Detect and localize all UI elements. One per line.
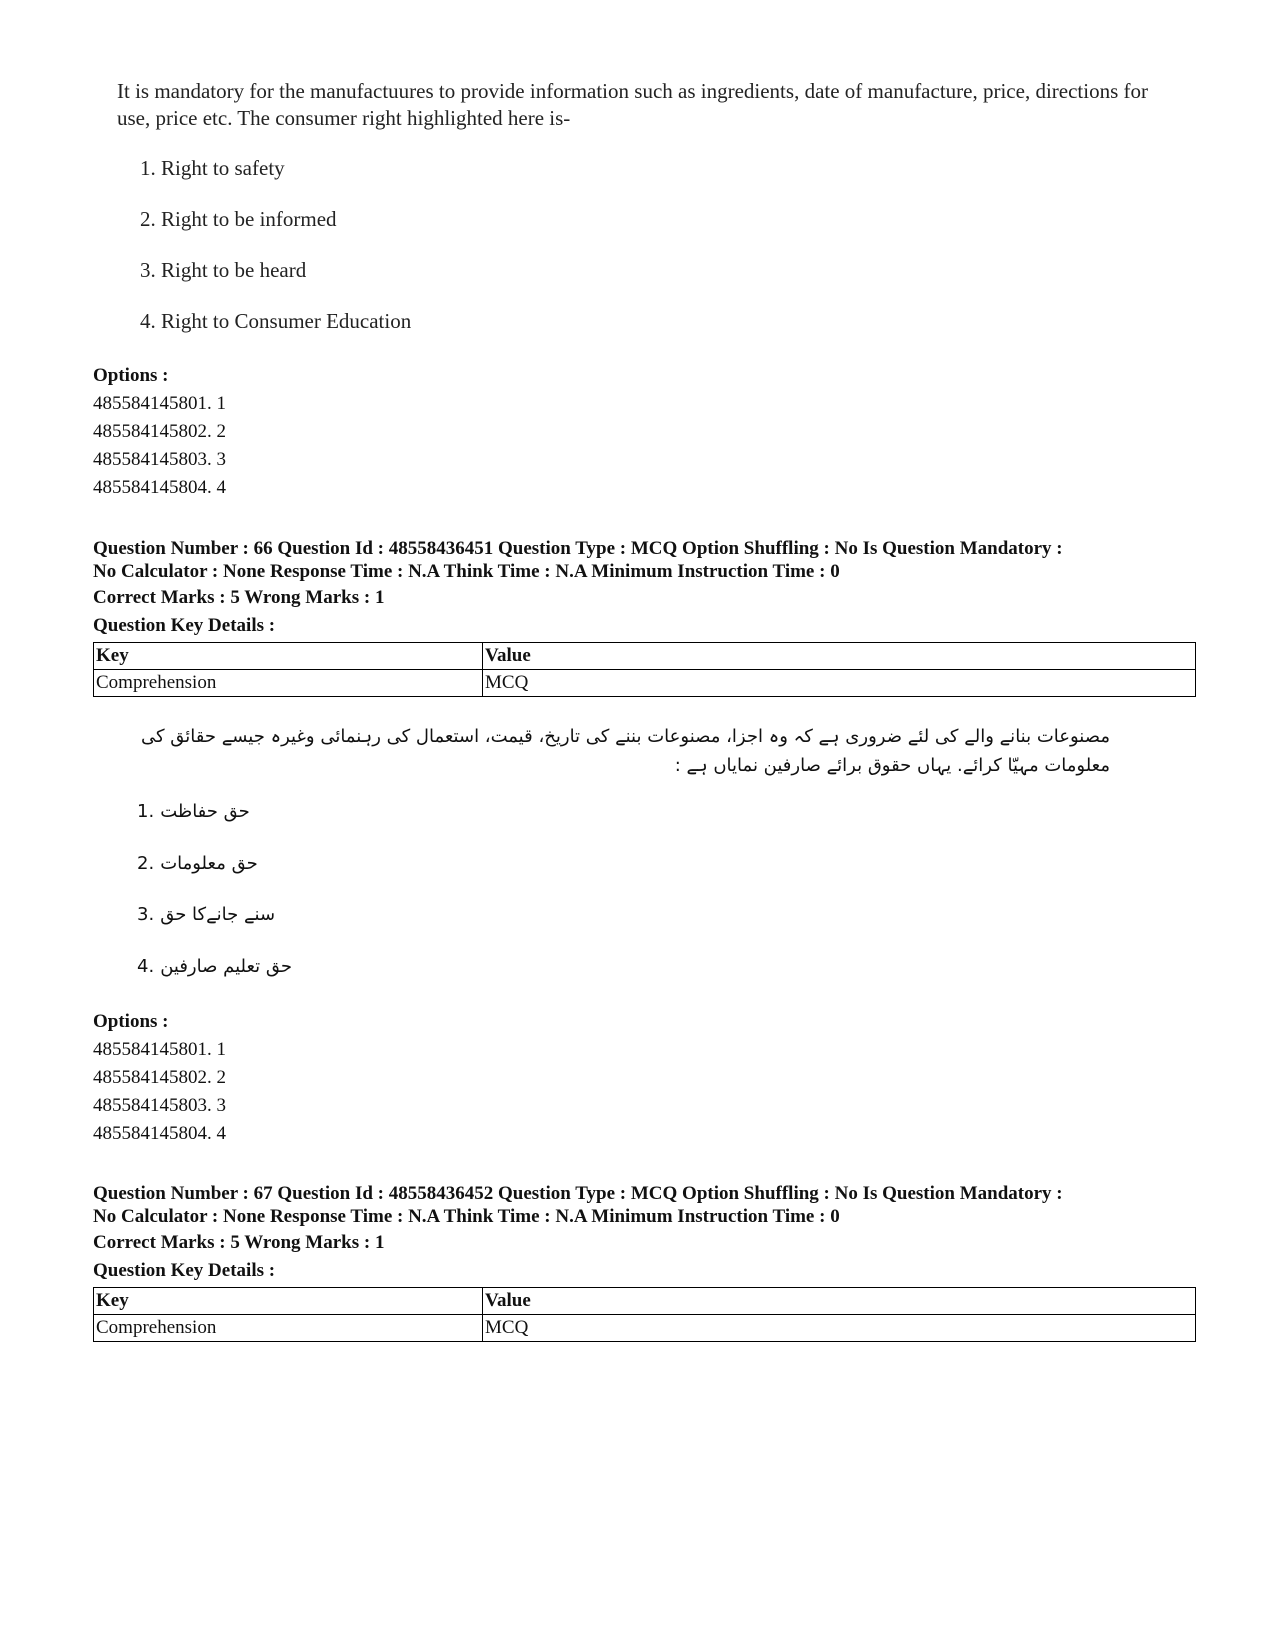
choice-text: حق حفاظت (160, 801, 250, 822)
question-stem-english (117, 78, 1167, 132)
question-stem-urdu: مصنوعات بنانے والے کی لئے ضروری ہے کہ وہ اجزا، مصنوعات بننے کی تاریخ، قیمت، استعمال کی رہنمائی وغیرہ جیسے حقائق کی معلومات مہیّا کرائے. یہاں حقوق برائے صارفین نمایاں ہے : (140, 726, 1110, 776)
table-header-cell: Value (483, 643, 1196, 670)
table-header-cell: Value (483, 1288, 1196, 1315)
choice-item: 1. Right to safety (140, 156, 285, 180)
question-meta-line: Question Number : 67 Question Id : 48558436452 Question Type : MCQ Option Shuffling : No Is Question Mandatory : (93, 1183, 1063, 1204)
choice-number: 4. (137, 956, 155, 977)
table-cell: MCQ (483, 670, 1196, 697)
question-meta-line: No Calculator : None Response Time : N.A Think Time : N.A Minimum Instruction Time : 0 (93, 561, 840, 582)
choice-item: 3. Right to be heard (140, 258, 307, 282)
table-row (94, 1315, 1196, 1342)
table-cell: MCQ (483, 1315, 1196, 1342)
options-label: Options : (93, 1011, 169, 1032)
option-line: 485584145801. 1 (93, 1039, 226, 1060)
choice-text: سنے جانےکا حق (160, 904, 276, 925)
key-details-label: Question Key Details : (93, 615, 276, 636)
question-meta (93, 1182, 1203, 1228)
choice-item: 4. Right to Consumer Education (140, 309, 412, 333)
choice-number: 1. (137, 801, 155, 822)
key-details-label: Question Key Details : (93, 1260, 276, 1281)
table-cell: Comprehension (94, 1315, 483, 1342)
question-meta-line: No Calculator : None Response Time : N.A Think Time : N.A Minimum Instruction Time : 0 (93, 1206, 840, 1227)
options-section (93, 362, 226, 502)
choice-text: حق معلومات (160, 853, 258, 874)
table-header-row (94, 1288, 1196, 1315)
option-line: 485584145802. 2 (93, 1067, 226, 1088)
option-line: 485584145801. 1 (93, 393, 226, 414)
table-header-row (94, 643, 1196, 670)
choice-item-urdu (137, 801, 250, 822)
options-section (93, 1008, 226, 1148)
table-row (94, 670, 1196, 697)
option-line: 485584145803. 3 (93, 1095, 226, 1116)
choice-item: 2. Right to be informed (140, 207, 337, 231)
choice-text: حق تعلیم صارفین (160, 956, 293, 977)
marks-line: Correct Marks : 5 Wrong Marks : 1 (93, 1232, 385, 1253)
choice-number: 3. (137, 904, 155, 925)
option-line: 485584145803. 3 (93, 449, 226, 470)
choice-number: 2. (137, 853, 155, 874)
choice-item-urdu (137, 956, 292, 977)
option-line: 485584145804. 4 (93, 477, 226, 498)
table-header-cell: Key (94, 643, 483, 670)
marks-line: Correct Marks : 5 Wrong Marks : 1 (93, 587, 385, 608)
question-meta-line: Question Number : 66 Question Id : 48558436451 Question Type : MCQ Option Shuffling : No Is Question Mandatory : (93, 538, 1063, 559)
table-cell: Comprehension (94, 670, 483, 697)
option-line: 485584145804. 4 (93, 1123, 226, 1144)
key-details-table (93, 1287, 1196, 1342)
question-meta (93, 537, 1203, 583)
table-header-cell: Key (94, 1288, 483, 1315)
options-label: Options : (93, 365, 169, 386)
stem-text: It is mandatory for the manufactuures to provide information such as ingredients, date of manufacture, price, directions for use, price etc. The consumer right highlighted here is- (117, 79, 1148, 130)
choice-item-urdu (137, 853, 258, 874)
option-line: 485584145802. 2 (93, 421, 226, 442)
choice-item-urdu (137, 904, 275, 925)
key-details-table (93, 642, 1196, 697)
